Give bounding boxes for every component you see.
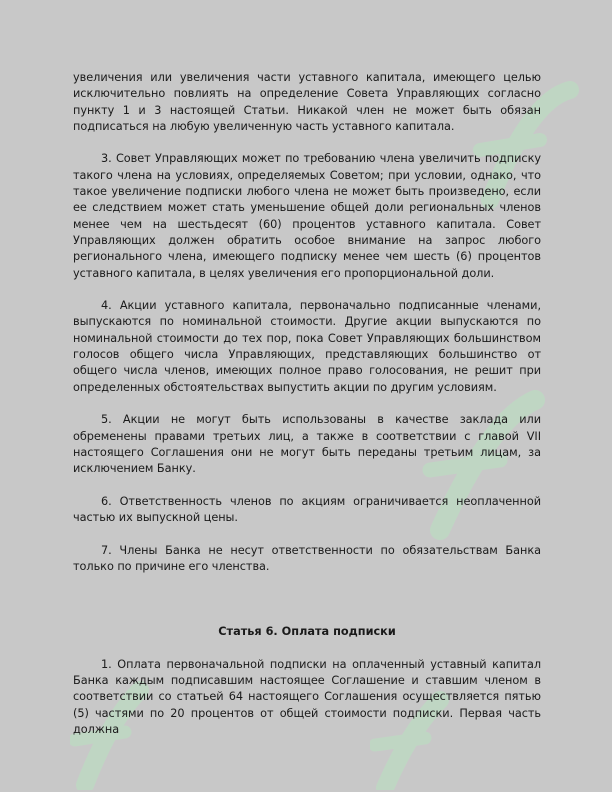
paragraph: 7. Члены Банка не несут ответственности по обязательствам Банка только по причине его членства.: [73, 543, 541, 573]
paragraph: 3. Совет Управляющих может по требованию члена увеличить подписку такого члена на условиях, определяемых Советом; при условии, однако, что такое увеличение подписки любого члена не может быть произведено, если ее следствием может стать уменьшение общей доли региональных членов менее чем на шестьдесят (60) процентов уставного капитала. Совет Управляющих должен обратить особое внимание на запрос любого регионального члена, имеющего подписку менее чем шесть (6) процентов уставного капитала, в целях увеличения его пропорциональной доли.: [73, 152, 541, 280]
paragraph: 4. Акции уставного капитала, первоначально подписанные членами, выпускаются по номинальной стоимости. Другие акции выпускаются по номинальной стоимости до тех пор, пока Совет Управляющих большинством голосов общего числа Управляющих, представляющих большинство от общего числа членов, имеющих полное право голосования, не решит при определенных обстоятельствах выпустить акции по другим условиям.: [73, 299, 541, 394]
document-page: [73, 70, 541, 738]
paragraph: 5. Акции не могут быть использованы в качестве заклада или обременены правами третьих лиц, а также в соответствии с главой VII настоящего Соглашения они не могут быть переданы третьим лицам, за исключением Банку.: [73, 413, 541, 476]
section-heading: Статья 6. Оплата подписки: [218, 625, 396, 639]
paragraph: 6. Ответственность членов по акциям ограничивается неоплаченной частью их выпускной цены.: [73, 494, 541, 525]
paragraph: увеличения или увеличения части уставного капитала, имеющего целью исключительно повлиять на определение Совета Управляющих согласно пункту 1 и 3 настоящей Статьи. Никакой член не может быть обязан подписаться на любую увеличенную часть уставного капитала.: [73, 71, 541, 133]
paragraph: 1. Оплата первоначальной подписки на оплаченный уставный капитал Банка каждым подписавшим настоящее Соглашение и ставшим членом в соответствии со статьей 64 настоящего Соглашения осуществляется пятью (5) частями по 20 процентов от общей стоимости подписки. Первая часть должна: [73, 657, 541, 736]
